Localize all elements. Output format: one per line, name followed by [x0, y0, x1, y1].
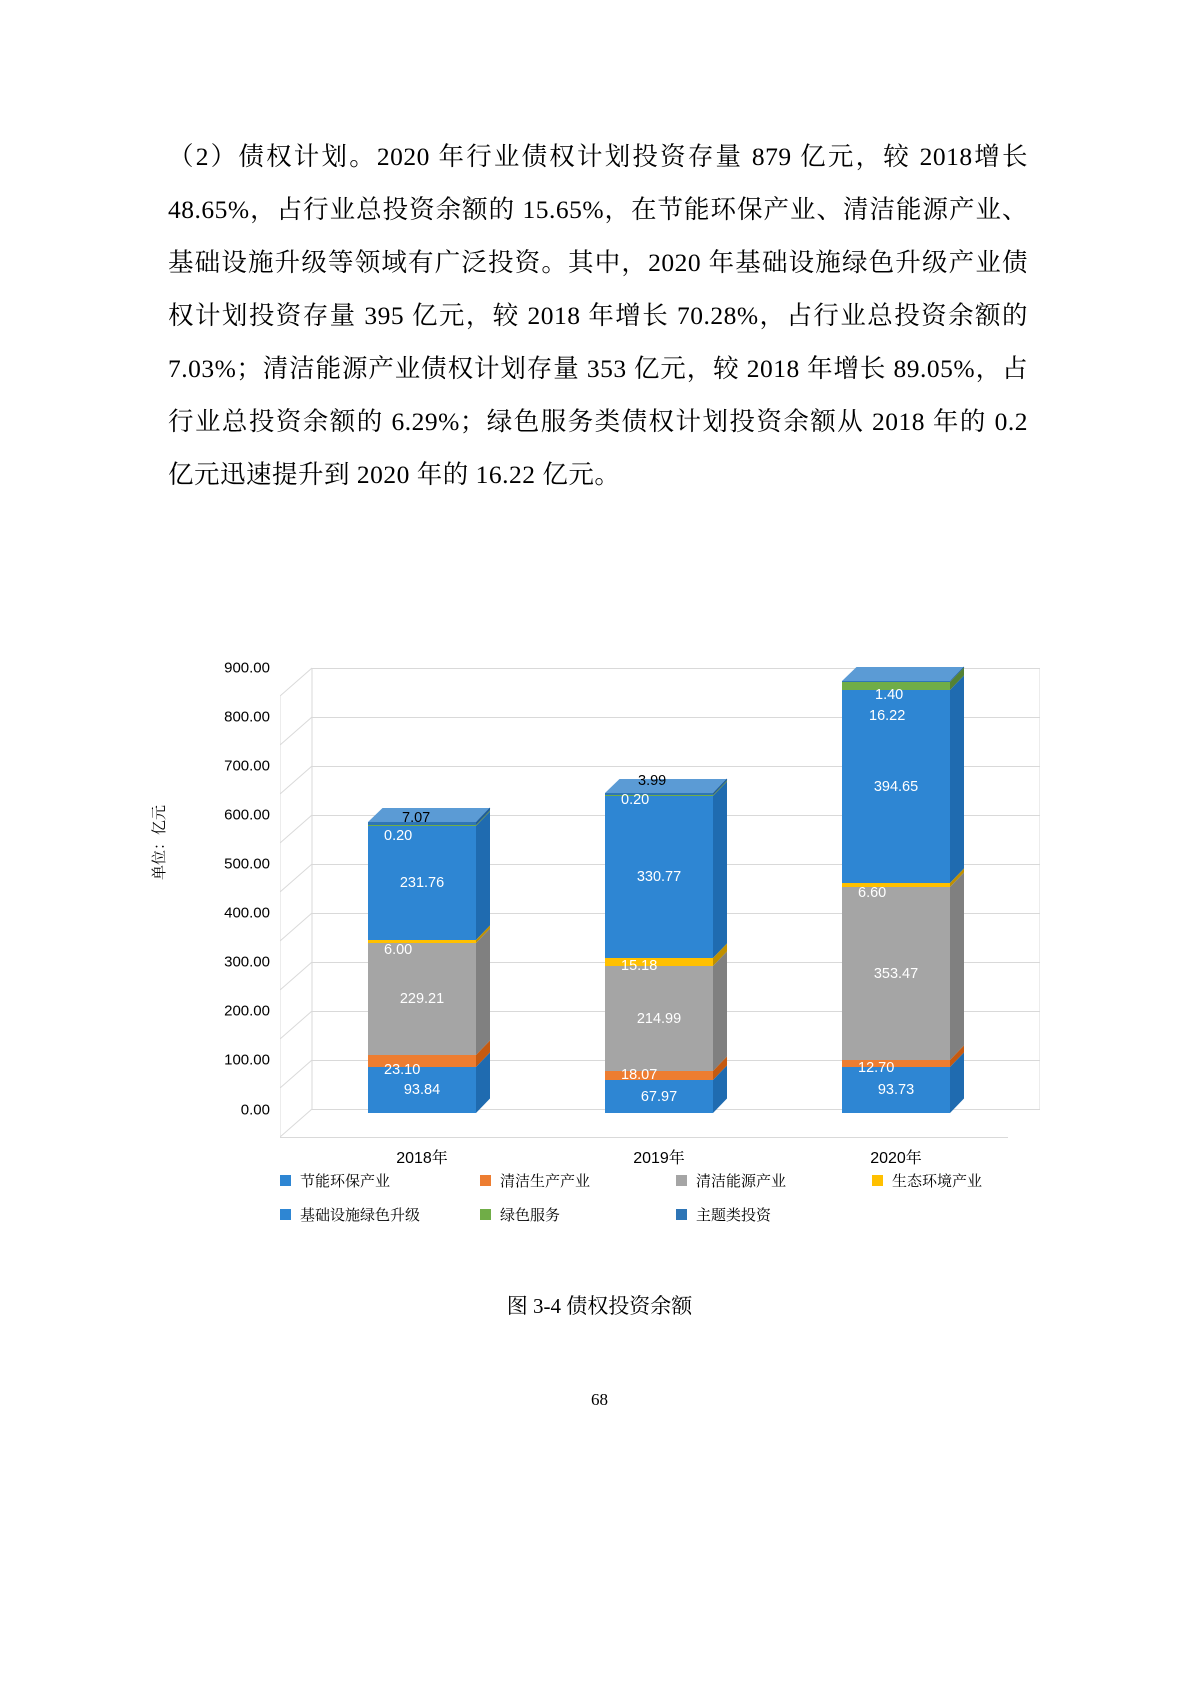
- y-tick: 900.00: [224, 659, 270, 677]
- bar-segment-clean-energy-2019[interactable]: [605, 966, 713, 1071]
- bar-value-label: 229.21: [399, 991, 445, 1007]
- x-tick-2020: 2020年: [870, 1150, 922, 1167]
- axis-floor: [280, 1137, 1008, 1138]
- x-tick-2018: 2018年: [396, 1150, 448, 1167]
- bar-value-label-topic-2018: 7.07: [402, 810, 431, 826]
- legend-label: 节能环保产业: [300, 1173, 391, 1190]
- legend-item-topic-investment[interactable]: [676, 1204, 771, 1225]
- legend-label: 绿色服务: [500, 1207, 561, 1224]
- y-tick: 700.00: [224, 757, 270, 775]
- legend-swatch-icon: [676, 1175, 687, 1186]
- bar-value-label-clean-production-2020: 12.70: [858, 1060, 895, 1076]
- chart-figure: [130, 640, 1070, 1224]
- y-tick: 0.00: [240, 1101, 270, 1119]
- bar-group-2019[interactable]: [605, 793, 713, 1167]
- bar-value-label-topic-2019: 3.99: [638, 773, 667, 789]
- bar-value-label: 231.76: [399, 875, 445, 891]
- y-tick: 300.00: [224, 953, 270, 971]
- legend-item-infra-green-upgrade[interactable]: [280, 1204, 480, 1225]
- bar-value-label-green-service-2020: 16.22: [869, 708, 906, 724]
- bar-segment-clean-energy-2018[interactable]: [368, 943, 476, 1055]
- y-axis-label: 单位：亿元: [151, 804, 168, 880]
- legend-swatch-icon: [280, 1175, 291, 1186]
- bar-value-label: 67.97: [640, 1088, 678, 1105]
- y-tick: 500.00: [224, 855, 270, 873]
- bar-value-label: 353.47: [873, 965, 919, 982]
- legend-item-energy-saving[interactable]: [280, 1170, 480, 1191]
- legend-item-clean-production[interactable]: [480, 1170, 676, 1191]
- y-tick: 200.00: [224, 1002, 270, 1020]
- y-tick: 400.00: [224, 904, 270, 922]
- bar-value-label-green-service-2019: 0.20: [621, 792, 650, 808]
- legend-swatch-icon: [480, 1175, 491, 1186]
- y-tick: 100.00: [224, 1051, 270, 1069]
- legend-swatch-icon: [676, 1209, 687, 1220]
- legend-item-eco-environment[interactable]: [872, 1170, 982, 1191]
- chart-legend: [280, 1170, 1070, 1238]
- legend-label: 清洁能源产业: [696, 1173, 787, 1190]
- legend-swatch-icon: [480, 1209, 491, 1220]
- bar-value-label: 330.77: [636, 869, 682, 885]
- legend-label: 生态环境产业: [892, 1173, 983, 1190]
- body-paragraph: [168, 130, 1028, 501]
- bar-value-label-topic-2020: 1.40: [875, 687, 904, 703]
- legend-label: 基础设施绿色升级: [300, 1207, 421, 1224]
- bar-value-label: 394.65: [873, 778, 919, 795]
- legend-label: 主题类投资: [696, 1207, 772, 1224]
- legend-swatch-icon: [280, 1209, 291, 1220]
- bar-value-label-eco-2020: 6.60: [858, 885, 887, 901]
- legend-swatch-icon: [872, 1175, 883, 1186]
- bar-value-label-clean-production-2018: 23.10: [384, 1062, 421, 1078]
- y-axis-ticks: [170, 640, 270, 1140]
- bar-value-label-eco-2018: 6.00: [384, 942, 413, 958]
- y-tick: 600.00: [224, 806, 270, 824]
- bar-segment-clean-energy-2020[interactable]: [842, 887, 950, 1060]
- bar-value-label: 214.99: [636, 1010, 682, 1027]
- legend-item-clean-energy[interactable]: [676, 1170, 872, 1191]
- bar-value-label: 93.73: [877, 1082, 915, 1098]
- figure-caption: 图 3-4 债权投资余额: [506, 1294, 693, 1318]
- bar-value-label: 93.84: [403, 1082, 441, 1098]
- legend-row-1: [280, 1170, 1070, 1191]
- bar-segment-infra-2019[interactable]: [605, 796, 713, 958]
- bar-segment-energy-saving-2019[interactable]: [605, 1080, 713, 1113]
- bar-value-label-clean-production-2019: 18.07: [621, 1067, 658, 1083]
- legend-item-green-service[interactable]: [480, 1204, 676, 1225]
- paragraph-text: （2）债权计划。2020 年行业债权计划投资存量 879 亿元，较 2018增长 48.65%，占行业总投资余额的 15.65%，在节能环保产业、清洁能源产业、基础设施升级等领域有广泛投资。其中，2020 年基础设施绿色升级产业债权计划投资存量 395 亿元，较 2018 年增长 70.28%，占行业总投资余额的 7.03%；清洁能源产业债权计划存量 353 亿元，较 2018 年增长 89.05%，占行业总投资余额的 6.29%；绿色服务类债权计划投资余额从 2018 年的 0.2 亿元迅速提升到 2020 年的 16.22 亿元。: [168, 142, 1028, 489]
- bar-value-label-green-service-2018: 0.20: [384, 828, 413, 844]
- x-tick-2019: 2019年: [633, 1150, 685, 1167]
- y-tick: 800.00: [224, 708, 270, 726]
- plot-area: [280, 640, 1040, 1167]
- bar-value-label-eco-2019: 15.18: [621, 958, 658, 974]
- legend-row-2: [280, 1204, 1070, 1225]
- page-number: 68: [591, 1390, 608, 1409]
- legend-label: 清洁生产产业: [500, 1173, 591, 1190]
